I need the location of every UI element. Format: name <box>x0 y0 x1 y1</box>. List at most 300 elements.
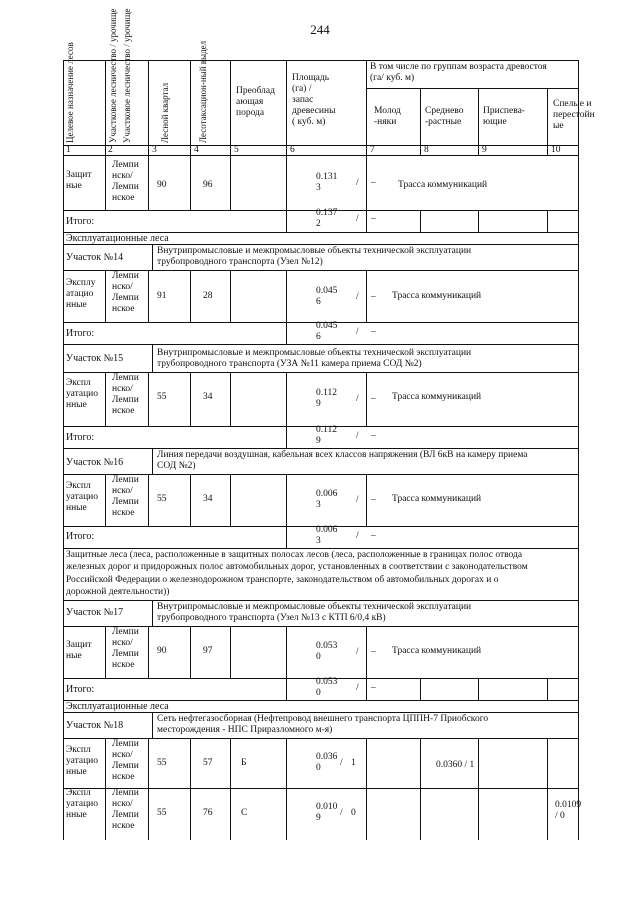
area-value-line: 0.006 <box>316 489 338 499</box>
rule-line <box>286 155 287 210</box>
area-slash: / <box>356 431 359 441</box>
area-value-line: 9 <box>316 399 321 409</box>
row-note: Трасса коммуникаций <box>392 646 482 656</box>
rule-line <box>105 270 106 322</box>
header-species-line: ающая <box>236 97 264 107</box>
plot-description <box>157 450 528 472</box>
rule-line <box>478 678 479 700</box>
row-purpose <box>66 278 95 311</box>
rule-line <box>63 270 64 322</box>
header-area-line: запас <box>292 95 314 105</box>
row-kvartal: 90 <box>157 646 167 656</box>
area-value <box>316 425 337 447</box>
plot-description-line: трубопроводного транспорта (Узел №13 с КТП 6/0,4 кВ) <box>157 613 386 623</box>
header-species <box>236 86 275 119</box>
area-value <box>316 208 337 230</box>
rule-line <box>190 738 191 788</box>
itogo-label: Итого: <box>66 328 95 339</box>
row-forestry-line: Лемпи <box>112 395 139 405</box>
age-young-value: 1 <box>351 758 356 768</box>
header-young <box>374 106 401 128</box>
rule-line <box>63 155 64 210</box>
row-forestry <box>112 739 139 783</box>
rule-line <box>105 626 106 678</box>
area-slash: / <box>356 292 359 302</box>
row-forestry-line: Лемпи <box>112 293 139 303</box>
plot-description-line: Линия передачи воздушная, кабельная всех классов напряжения (ВЛ 6кВ на камеру приема <box>157 450 528 460</box>
rule-line <box>63 270 578 271</box>
area-value-line: 0 <box>316 688 321 698</box>
row-purpose-line: Экспл <box>66 481 91 491</box>
row-forestry-line: Лемпи <box>112 810 139 820</box>
row-purpose-line: Защит <box>66 640 92 650</box>
row-note: Трасса коммуникаций <box>392 494 482 504</box>
rule-line <box>230 372 231 426</box>
rule-line <box>547 88 548 155</box>
row-forestry-line: Лемпи <box>112 373 139 383</box>
row-purpose-line: уатацио <box>66 492 98 502</box>
rule-line <box>152 448 153 474</box>
rule-line <box>578 626 579 678</box>
column-number: 6 <box>290 145 295 155</box>
column-number: 8 <box>424 145 429 155</box>
area-value <box>316 641 337 663</box>
plot-description-line: Сеть нефтегазосборная (Нефтепровод внешнего транспорта ЦППН-7 Приобского <box>157 714 489 724</box>
header-species-line: Преоблад <box>236 86 275 96</box>
row-forestry-line: Лемпи <box>112 627 139 637</box>
rule-line <box>230 60 231 155</box>
row-forestry-line: Лемпи <box>112 649 139 659</box>
rule-line <box>578 700 579 712</box>
rule-line <box>366 626 367 678</box>
rule-line <box>152 244 153 270</box>
rule-line <box>286 210 287 232</box>
row-purpose-line: Защит <box>66 170 92 180</box>
section-description <box>66 549 528 598</box>
rule-line <box>63 244 64 270</box>
column-number: 4 <box>194 145 199 155</box>
rule-line <box>63 626 578 627</box>
rule-line <box>478 738 479 788</box>
row-note: Трасса коммуникаций <box>392 392 482 402</box>
row-purpose-line: нные <box>66 300 87 310</box>
rule-line <box>63 600 64 626</box>
itogo-label: Итого: <box>66 531 95 542</box>
area-value <box>316 388 337 410</box>
rule-line <box>148 155 149 210</box>
row-note: Трасса коммуникаций <box>398 180 488 190</box>
plot-label: Участок №15 <box>66 353 124 364</box>
area-value-line: 9 <box>316 813 321 823</box>
row-purpose-line: Эксплу <box>66 278 96 288</box>
rule-line <box>578 678 579 700</box>
rule-line <box>547 210 548 232</box>
header-vydel: Лесотаксацион-ный выдел <box>198 40 208 143</box>
rule-line <box>578 712 579 738</box>
rule-line <box>63 738 64 788</box>
area-value-line: 0.045 <box>316 286 338 296</box>
rule-line <box>63 244 578 245</box>
area-value-line: 6 <box>316 332 321 342</box>
area-dash: – <box>371 431 376 441</box>
row-purpose <box>66 378 98 411</box>
row-vydel: 34 <box>203 392 213 402</box>
area-slash: / <box>356 214 359 224</box>
rule-line <box>105 372 106 426</box>
area-value-line: 0.112 <box>316 388 338 398</box>
rule-line <box>63 788 578 789</box>
row-purpose <box>66 170 92 192</box>
area-value-line: 0 <box>316 763 321 773</box>
area-value-line: 0.053 <box>316 677 338 687</box>
row-kvartal: 90 <box>157 180 167 190</box>
row-forestry-line: нское <box>112 508 135 518</box>
rule-line <box>366 372 367 426</box>
area-dash: – <box>371 178 376 188</box>
row-forestry <box>112 475 139 519</box>
rule-line <box>63 712 64 738</box>
row-purpose-line: Экспл <box>66 745 91 755</box>
header-age-groups-line: (га/ куб. м) <box>370 73 415 83</box>
rule-line <box>366 678 367 700</box>
row-purpose-line: нные <box>66 767 87 777</box>
rule-line <box>420 88 421 155</box>
rule-line <box>286 788 287 840</box>
row-kvartal: 55 <box>157 392 167 402</box>
rule-line <box>63 372 64 426</box>
rule-line <box>547 788 548 840</box>
rule-line <box>366 210 367 232</box>
row-forestry-line: нско/ <box>112 384 133 394</box>
rule-line <box>63 372 578 373</box>
rule-line <box>105 474 106 526</box>
rule-line <box>63 700 64 712</box>
row-forestry-line: нское <box>112 193 135 203</box>
plot-description-line: трубопроводного транспорта (Узел №12) <box>157 257 323 267</box>
row-forestry-line: Лемпи <box>112 497 139 507</box>
header-purpose: Целевое назначение лесов <box>65 42 75 143</box>
rule-line <box>578 474 579 526</box>
area-value-line: 0.045 <box>316 321 338 331</box>
header-mature-line: Спелые и <box>553 99 592 109</box>
rule-line <box>152 344 153 372</box>
rule-line <box>286 372 287 426</box>
rule-line <box>478 88 479 155</box>
header-forestry-2: Участковое лесничество / урочище <box>122 8 132 143</box>
rule-line <box>63 232 64 244</box>
rule-line <box>230 474 231 526</box>
row-vydel: 97 <box>203 646 213 656</box>
rule-line <box>63 210 64 232</box>
rule-line <box>105 155 106 210</box>
row-purpose-line: нные <box>66 503 87 513</box>
header-species-line: порода <box>236 108 265 118</box>
section-description-line: дорожной деятельности)) <box>66 586 170 597</box>
rule-line <box>190 788 191 840</box>
header-premature <box>483 106 525 128</box>
rule-line <box>63 548 64 600</box>
rule-line <box>105 788 106 840</box>
area-value-line: 3 <box>316 500 321 510</box>
area-value-line: 9 <box>316 436 321 446</box>
area-slash: / <box>356 327 359 337</box>
row-kvartal: 55 <box>157 808 167 818</box>
area-value <box>316 286 337 308</box>
rule-line <box>63 60 64 155</box>
area-value-line: 0.137 <box>316 208 338 218</box>
row-purpose <box>66 481 98 514</box>
rule-line <box>420 210 421 232</box>
row-vydel: 96 <box>203 180 213 190</box>
area-slash: / <box>356 495 359 505</box>
rule-line <box>190 155 191 210</box>
area-slash: / <box>356 394 359 404</box>
rule-line <box>148 626 149 678</box>
rule-line <box>190 474 191 526</box>
page-number: 244 <box>310 22 330 37</box>
section-description-line: Защитные леса (леса, расположенные в защитных полосах лесов (леса, расположенные в границах полос отвода <box>66 550 523 560</box>
rule-line <box>63 626 64 678</box>
area-value-line: 0.131 <box>316 172 338 182</box>
header-kvartal: Лесной квартал <box>160 82 170 143</box>
area-dash: – <box>371 531 376 541</box>
rule-line <box>366 788 367 840</box>
plot-description-line: СОД №2) <box>157 461 196 471</box>
rule-line <box>63 474 578 475</box>
rule-line <box>578 232 579 244</box>
rule-line <box>63 344 578 345</box>
area-value <box>316 489 337 511</box>
rule-line <box>152 600 153 626</box>
plot-label: Участок №16 <box>66 457 124 468</box>
area-dash: – <box>371 292 376 302</box>
rule-line <box>578 322 579 344</box>
row-species: С <box>241 808 248 818</box>
area-value <box>316 802 337 824</box>
column-number: 3 <box>152 145 157 155</box>
row-purpose-line: уатацио <box>66 799 98 809</box>
row-forestry <box>112 627 139 671</box>
area-slash: / <box>340 808 343 818</box>
rule-line <box>366 474 367 526</box>
plot-description-line: Внутрипромысловые и межпромысловые объекты технической эксплуатации <box>157 246 472 256</box>
rule-line <box>578 548 579 600</box>
rule-line <box>286 60 287 155</box>
row-forestry-line: нско/ <box>112 282 133 292</box>
row-forestry-line: нское <box>112 821 135 831</box>
area-slash: / <box>356 531 359 541</box>
age-middle-value: 0.0360 / 1 <box>436 760 475 770</box>
rule-line <box>63 788 64 840</box>
area-value-line: 0 <box>316 652 321 662</box>
itogo-label: Итого: <box>66 684 95 695</box>
row-forestry-line: нское <box>112 304 135 314</box>
row-forestry-line: Лемпи <box>112 739 139 749</box>
rule-line <box>190 372 191 426</box>
rule-line <box>366 738 367 788</box>
rule-line <box>286 474 287 526</box>
rule-line <box>478 210 479 232</box>
header-young-line: -няки <box>374 117 397 127</box>
row-forestry-line: нско/ <box>112 638 133 648</box>
row-vydel: 28 <box>203 291 213 301</box>
row-forestry-line: Лемпи <box>112 160 139 170</box>
area-value-line: 2 <box>316 219 321 229</box>
rule-line <box>578 372 579 426</box>
plot-description-line: месторождения - НПС Приразломного м-я) <box>157 725 333 735</box>
rule-line <box>230 270 231 322</box>
rule-line <box>547 738 548 788</box>
rule-line <box>286 738 287 788</box>
plot-label: Участок №18 <box>66 720 124 731</box>
area-dash: – <box>371 394 376 404</box>
column-number: 7 <box>370 145 375 155</box>
column-number: 9 <box>482 145 487 155</box>
rule-line <box>105 60 106 155</box>
rule-line <box>63 145 578 146</box>
row-purpose-line: атацио <box>66 289 94 299</box>
rule-line <box>63 600 578 601</box>
row-kvartal: 55 <box>157 494 167 504</box>
row-forestry-line: нское <box>112 660 135 670</box>
age-young-value: 0 <box>351 808 356 818</box>
area-value-line: 3 <box>316 536 321 546</box>
row-purpose-line: нные <box>66 810 87 820</box>
row-vydel: 34 <box>203 494 213 504</box>
rule-line <box>63 448 64 474</box>
rule-line <box>190 60 191 155</box>
rule-line <box>286 678 287 700</box>
header-age-groups <box>370 62 547 84</box>
area-slash: / <box>340 758 343 768</box>
header-premature-line: Приспева- <box>483 106 525 116</box>
header-premature-line: ющие <box>483 117 507 127</box>
header-area-line: ( куб. м) <box>292 117 326 127</box>
plot-description <box>157 714 488 736</box>
rule-line <box>578 270 579 322</box>
row-species: Б <box>241 758 247 768</box>
row-forestry-line: Лемпи <box>112 182 139 192</box>
column-number: 2 <box>108 145 113 155</box>
row-note: Трасса коммуникаций <box>392 291 482 301</box>
rule-line <box>63 60 578 61</box>
area-value <box>316 677 337 699</box>
rule-line <box>230 788 231 840</box>
row-forestry-line: нско/ <box>112 486 133 496</box>
row-purpose-line: Экспл <box>66 378 91 388</box>
rule-line <box>63 738 578 739</box>
area-value <box>316 172 337 194</box>
section-title: Эксплуатационные леса <box>66 233 169 244</box>
row-purpose-line: ные <box>66 651 82 661</box>
area-dash: – <box>371 495 376 505</box>
rule-line <box>63 678 64 700</box>
plot-description-line: Внутрипромысловые и межпромысловые объекты технической эксплуатации <box>157 602 472 612</box>
plot-description-line: трубопроводного транспорта (УЗА №11 камера приема СОД №2) <box>157 359 422 369</box>
rule-line <box>286 426 287 448</box>
row-purpose-line: Экспл <box>66 788 91 798</box>
rule-line <box>63 474 64 526</box>
row-vydel: 57 <box>203 758 213 768</box>
area-value-line: 0.036 <box>316 752 338 762</box>
area-dash: – <box>371 647 376 657</box>
itogo-label: Итого: <box>66 432 95 443</box>
row-forestry-line: нско/ <box>112 799 133 809</box>
row-forestry-line: Лемпи <box>112 475 139 485</box>
rule-line <box>547 678 548 700</box>
row-purpose-line: ные <box>66 181 82 191</box>
row-vydel: 76 <box>203 808 213 818</box>
rule-line <box>105 738 106 788</box>
rule-line <box>148 372 149 426</box>
rule-line <box>63 155 578 156</box>
rule-line <box>148 60 149 155</box>
row-forestry-line: нско/ <box>112 750 133 760</box>
rule-line <box>148 788 149 840</box>
rule-line <box>190 270 191 322</box>
section-description-line: железных дорог и придорожных полос автомобильных дорог, установленных в соответствии с законодательством <box>66 562 528 573</box>
header-mature-line: ые <box>553 121 564 131</box>
header-middle-line: Среднево <box>425 106 464 116</box>
rule-line <box>578 526 579 548</box>
header-young-line: Молод <box>374 106 401 116</box>
row-forestry <box>112 160 139 204</box>
area-value <box>316 321 337 343</box>
area-slash: / <box>356 683 359 693</box>
rule-line <box>190 626 191 678</box>
rule-line <box>578 426 579 448</box>
area-value-line: 3 <box>316 183 321 193</box>
row-forestry-line: Лемпи <box>112 761 139 771</box>
row-purpose <box>66 640 92 662</box>
age-mature-value-line: / 0 <box>555 811 565 821</box>
area-value <box>316 752 337 774</box>
rule-line <box>420 788 421 840</box>
rule-line <box>148 738 149 788</box>
area-dash: – <box>371 214 376 224</box>
header-mature <box>553 99 595 132</box>
rule-line <box>366 155 367 210</box>
area-dash: – <box>371 683 376 693</box>
header-area <box>292 73 335 128</box>
itogo-label: Итого: <box>66 216 95 227</box>
row-forestry <box>112 788 139 832</box>
plot-label: Участок №14 <box>66 252 124 263</box>
rule-line <box>420 738 421 788</box>
rule-line <box>286 526 287 548</box>
area-value-line: 0.112 <box>316 425 338 435</box>
area-value-line: 0.006 <box>316 525 338 535</box>
row-kvartal: 55 <box>157 758 167 768</box>
rule-line <box>420 678 421 700</box>
row-purpose <box>66 788 98 821</box>
row-forestry <box>112 271 139 315</box>
plot-description <box>157 602 471 624</box>
section-title: Эксплуатационные леса <box>66 701 169 712</box>
header-area-line: Площадь <box>292 73 330 83</box>
header-mature-line: перестойн <box>553 110 595 120</box>
rule-line <box>230 626 231 678</box>
rule-line <box>63 426 64 448</box>
age-mature-value-line: 0.0109 <box>555 800 582 810</box>
rule-line <box>63 322 64 344</box>
row-forestry-line: нско/ <box>112 171 133 181</box>
row-purpose-line: уатацио <box>66 756 98 766</box>
rule-line <box>366 60 367 155</box>
area-value <box>316 525 337 547</box>
rule-line <box>286 322 287 344</box>
rule-line <box>578 344 579 372</box>
